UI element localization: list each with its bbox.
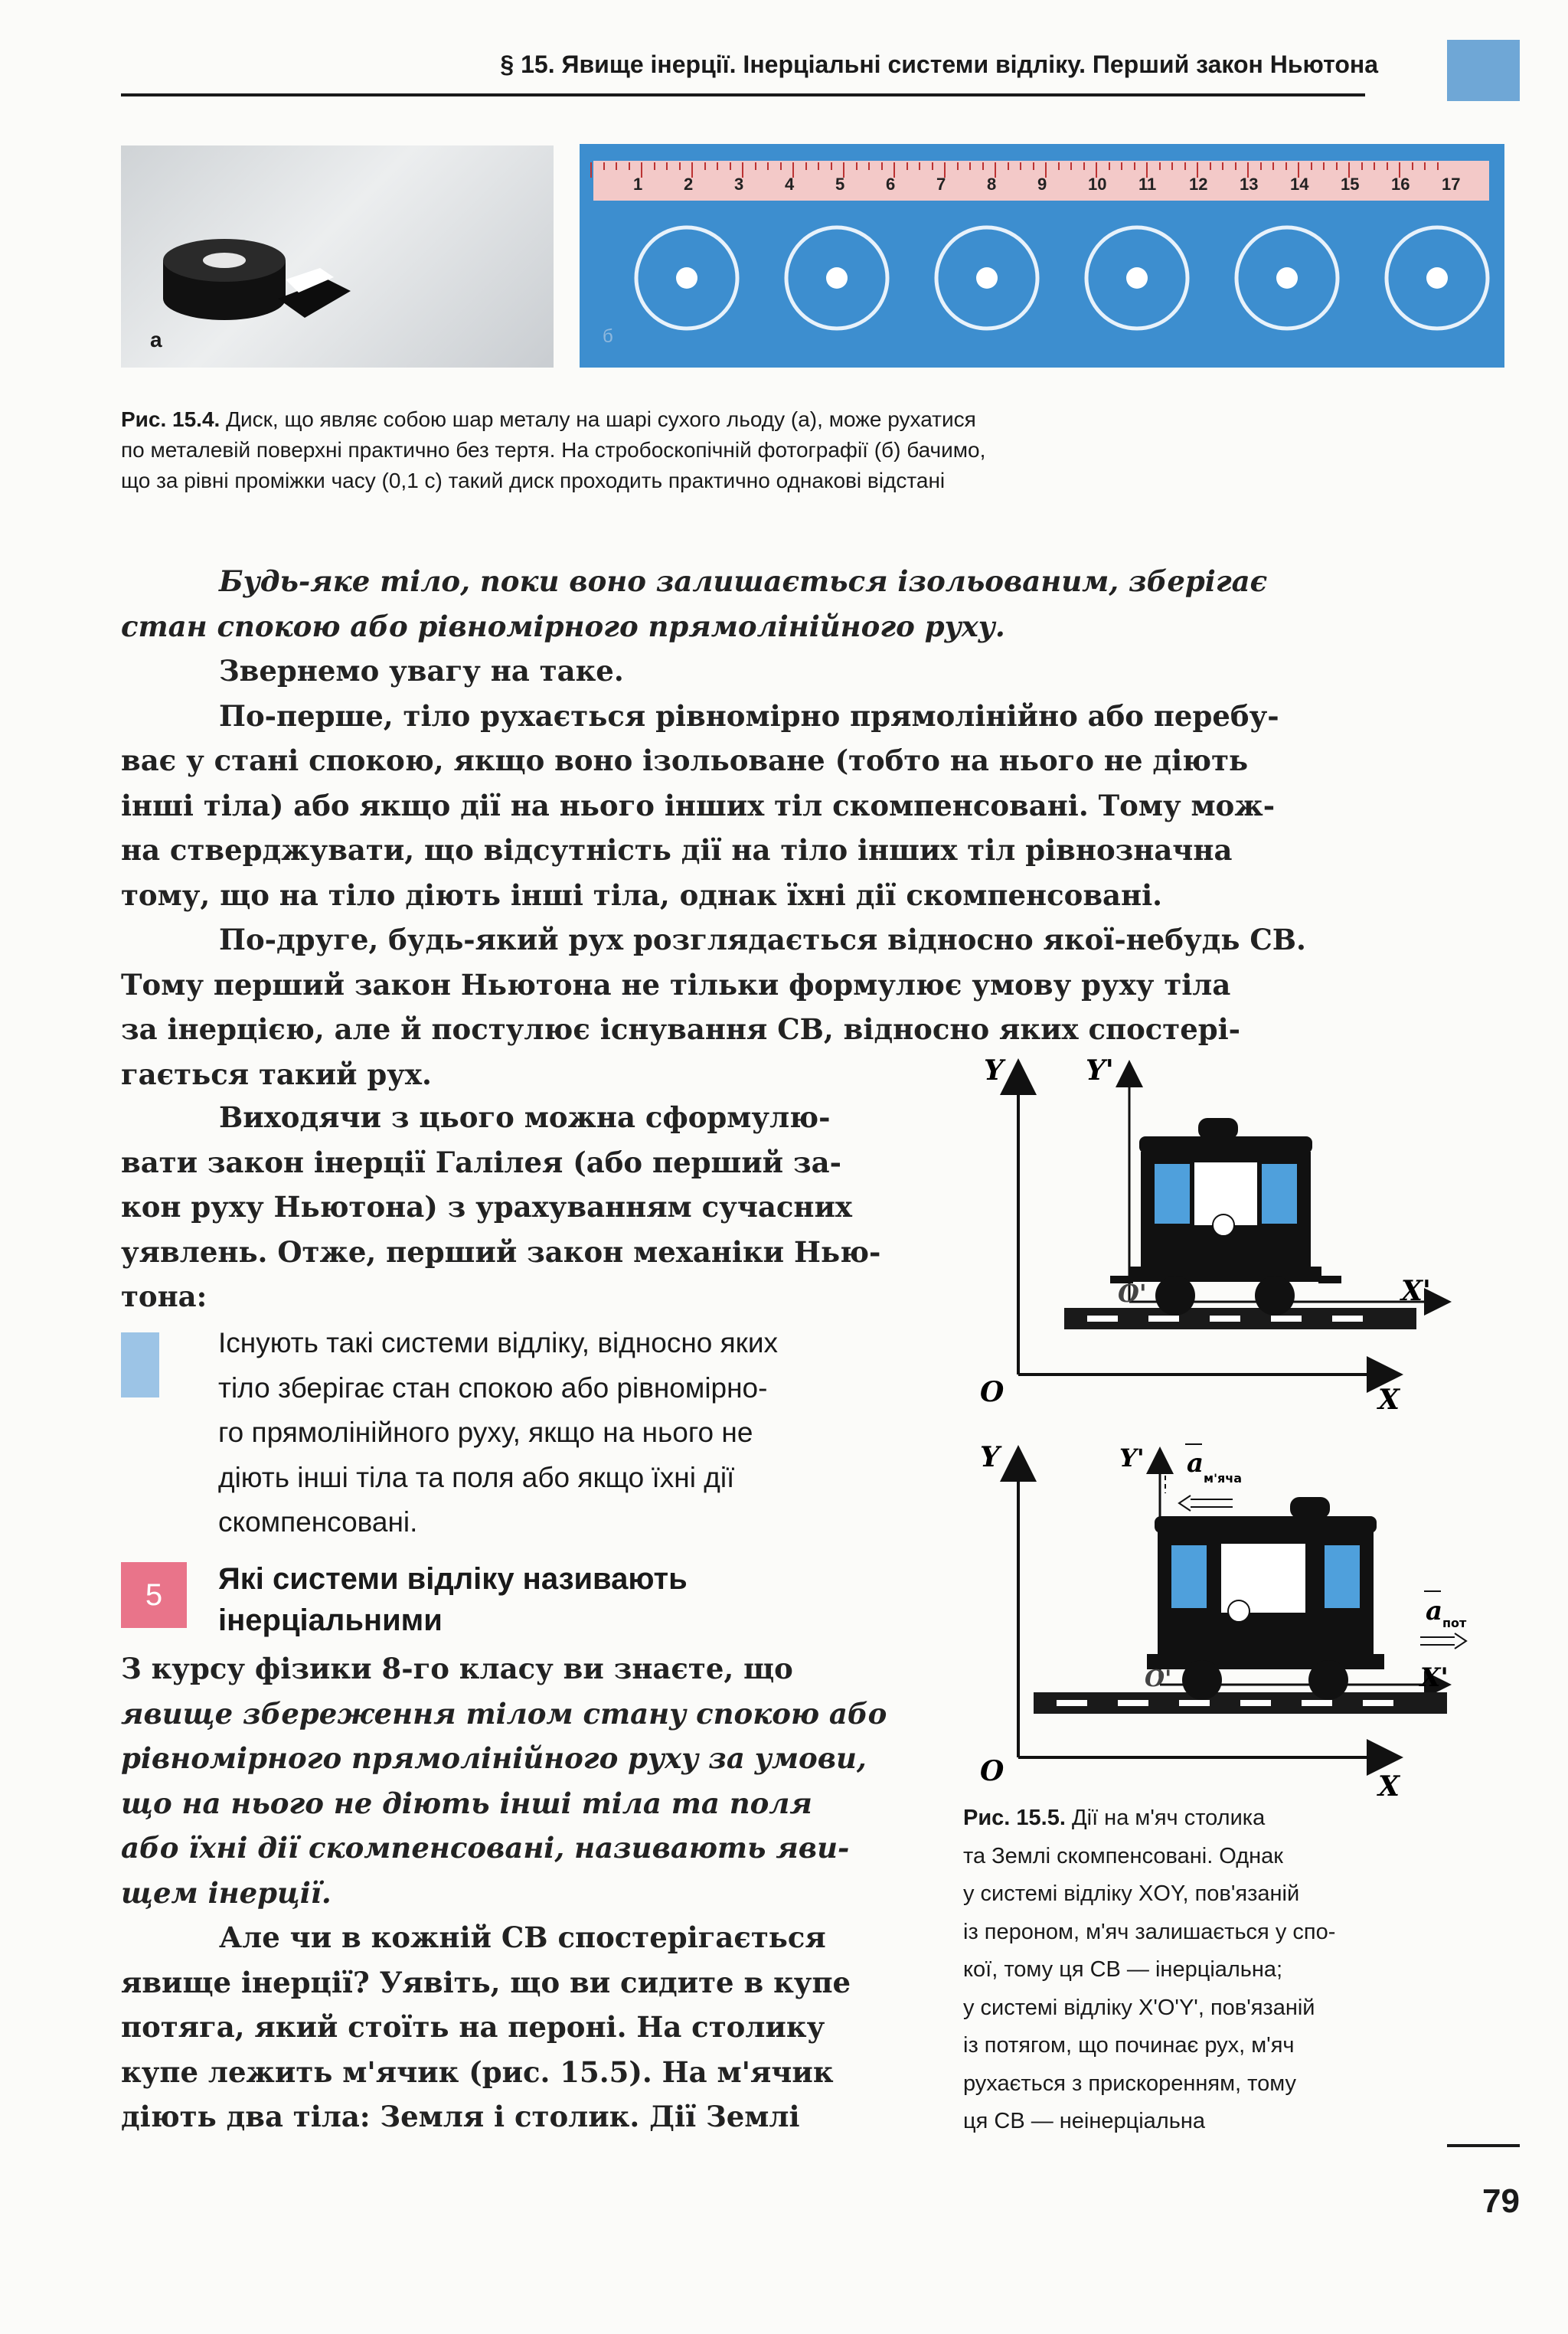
p4-line-2: явище збереження тілом стану спокою або [121,1696,887,1731]
p5-line-2: явище інерції? Уявіть, що ви сидите в купе [121,1965,851,1999]
caption-15-5-line-1 [963,1800,1499,1838]
law-text [218,1321,915,1545]
figure-15-4-caption [121,404,1415,496]
law-line-1: Існують такі системи відліку, відносно яких [218,1327,779,1358]
strobe-disc [786,227,887,329]
train-car-bottom [1147,1497,1384,1700]
p2-line-3: за інерцією, але й постулює існування СВ, відносно яких спостері- [121,1012,1241,1046]
p2-line-4: гається такий рух. [121,1057,432,1091]
p2-line-2: Тому перший закон Ньютона не тільки формулює умову руху тіла [121,967,1231,1002]
p5-line-3: потяга, який стоїть на пероні. На столику [121,2010,825,2044]
p4-line-5: або їхні дії скомпенсовані, називають яви- [121,1831,850,1865]
caption-15-5-line-8: рухається з прискоренням, тому [963,2071,1296,2096]
caption-15-5-line-2: та Землі скомпенсовані. Однак [963,1843,1283,1868]
caption-15-5-line-4: із пероном, м'яч залишається у спо- [963,1919,1336,1944]
p1-line-5: тому, що на тіло діють інші тіла, однак їхні дії скомпенсовані. [121,878,1163,912]
label-o-prime-bottom: O' [1145,1666,1172,1692]
section-title-line-1: Які системи відліку називають [218,1562,688,1596]
section-number-badge: 5 [121,1562,187,1628]
label-o-bottom: O [980,1755,1004,1787]
p4-line-1: З курсу фізики 8-го класу ви знаєте, що [121,1652,793,1685]
strobe-disc [936,227,1037,329]
figure-15-4-photo-a [121,145,554,368]
caption-15-5-line-9: ця СВ — неінерціальна [963,2109,1205,2133]
diagram-top [980,1054,1447,1416]
law-marker [121,1332,159,1397]
ruler-tick-label: 4 [785,175,795,194]
label-y-bottom: Y [980,1441,1000,1473]
corner-tab [1447,40,1520,101]
p3-line-4: уявлень. Отже, перший закон механіки Нью- [121,1234,881,1269]
body-left-column-p4 [121,1646,913,2140]
running-header: § 15. Явище інерції. Інерціальні системи відліку. Перший закон Ньютона [500,51,1378,78]
p1-line-4: на стверджувати, що відсутність дії на тіло інших тіл рівнозначна [121,833,1233,867]
accel-ball-sub: м'яча [1204,1471,1243,1486]
statement-line-2: стан спокою або рівномірного прямолінійного руху. [121,609,1005,643]
statement-line-1: Будь-яке тіло, поки воно залишається ізольованим, зберігає [219,564,1268,598]
law-line-5: скомпенсовані. [218,1506,418,1538]
ruler-tick-label: 13 [1240,175,1259,194]
body-full-width [121,559,1370,1097]
ruler-tick-label: 16 [1391,175,1410,194]
ruler-tick-label: 7 [936,175,946,194]
photo-b-label: б [603,326,613,347]
label-x-top: X [1378,1384,1400,1416]
p5-line-4: купе лежить м'ячик (рис. 15.5). На м'ячик [121,2055,834,2089]
ruler-tick-label: 1 [633,175,643,194]
p1-line-1: По-перше, тіло рухається рівномірно прямолінійно або перебу- [219,698,1279,733]
caption-label: Рис. 15.4. [121,407,220,431]
section-title [218,1558,907,1641]
strobe-disc [636,227,737,329]
ruler-tick-label: 17 [1442,175,1461,194]
p4-line-6: щем інерції. [121,1875,332,1910]
figure-15-4-photo-b [580,144,1504,368]
figure-15-5-caption [963,1800,1499,2141]
p4-line-3: рівномірного прямолінійного руху за умови, [121,1741,867,1775]
header-rule [121,93,1365,96]
accel-train-symbol: a [1426,1596,1443,1626]
ruler-tick-label: 8 [987,175,997,194]
ruler-tick-label: 3 [734,175,744,194]
diagram-bottom [980,1441,1467,1803]
law-line-4: діють інші тіла та поля або якщо їхні дії [218,1461,735,1493]
ruler-tick-label: 6 [886,175,896,194]
note-line: Звернемо увагу на таке. [219,654,624,688]
ruler-tick-label: 2 [684,175,694,194]
accel-train-sub: пот [1442,1616,1467,1630]
strobe-discs [580,144,1504,368]
p3-line-3: кон руху Ньютона) з урахуванням сучасних [121,1190,852,1224]
caption-line-1 [121,404,1415,435]
label-x-prime-bottom: X' [1420,1662,1449,1693]
caption-line-3: що за рівні проміжки часу (0,1 с) такий диск проходить практично однакові відстані [121,469,946,492]
label-y-top: Y [984,1054,1004,1087]
p3-line-1: Виходячи з цього можна сформулю- [219,1100,831,1134]
label-o-top: O [980,1376,1004,1408]
law-line-2: тіло зберігає стан спокою або рівномірно- [218,1371,768,1404]
ruler-tick-label: 9 [1037,175,1047,194]
strobe-disc [1086,227,1187,329]
p3-line-5: тона: [121,1280,207,1313]
caption-text-1: Диск, що являє собою шар металу на шарі сухого льоду (а), може рухатися [226,407,976,431]
caption-15-5-line-5: кої, тому ця СВ — інерціальна; [963,1957,1283,1982]
ruler-tick-label: 14 [1290,175,1309,194]
p3-line-2: вати закон інерції Галілея (або перший за- [121,1145,841,1179]
label-y-prime-top: Y' [1086,1054,1114,1087]
ruler-tick-label: 15 [1341,175,1360,194]
page-number: 79 [1482,2182,1520,2220]
section-title-line-2: інерціальними [218,1603,443,1637]
p2-line-1: По-друге, будь-який рух розглядається відносно якої-небудь СВ. [219,923,1306,956]
law-line-3: го прямолінійного руху, якщо на нього не [218,1417,753,1448]
photo-a-label: а [150,328,162,351]
caption-15-5-text-1: Дії на м'яч столика [1071,1806,1266,1830]
strobe-disc [1387,227,1488,329]
ruler-tick-label: 5 [835,175,845,194]
strobe-disc [1236,227,1338,329]
caption-line-2: по металевій поверхні практично без тертя. На стробоскопічній фотографії (б) бачимо, [121,438,986,462]
p1-line-3: інші тіла) або якщо дії на нього інших тіл скомпенсовані. Тому мож- [121,788,1276,822]
ruler-tick-label: 11 [1138,175,1157,194]
p4-line-4: що на нього не діють інші тіла та поля [121,1786,812,1820]
disk-photo-image [121,145,554,368]
accel-ball-symbol: a [1187,1448,1204,1479]
ruler-tick-label: 12 [1189,175,1208,194]
caption-15-5-label: Рис. 15.5. [963,1806,1066,1830]
p5-line-5: діють два тіла: Земля і столик. Дії Землі [121,2100,800,2133]
label-y-prime-bottom: Y' [1119,1443,1145,1473]
p5-line-1: Але чи в кожній СВ спостерігається [219,1920,826,1954]
page-number-rule [1447,2144,1520,2147]
label-o-prime-top: O' [1118,1279,1147,1308]
caption-15-5-line-3: у системі відліку XOY, пов'язаній [963,1881,1300,1906]
ruler-tick-label: 10 [1088,175,1107,194]
label-x-bottom: X [1378,1770,1400,1803]
figure-15-5-diagram [957,1049,1493,1807]
body-left-column-p3 [121,1095,913,1319]
caption-15-5-line-7: із потягом, що починає рух, м'яч [963,2033,1295,2058]
p1-line-2: ває у стані спокою, якщо воно ізольоване (тобто на нього не діють [121,744,1249,777]
caption-15-5-line-6: у системі відліку X'O'Y', пов'язаній [963,1995,1315,2020]
label-x-prime-top: X' [1401,1275,1431,1307]
